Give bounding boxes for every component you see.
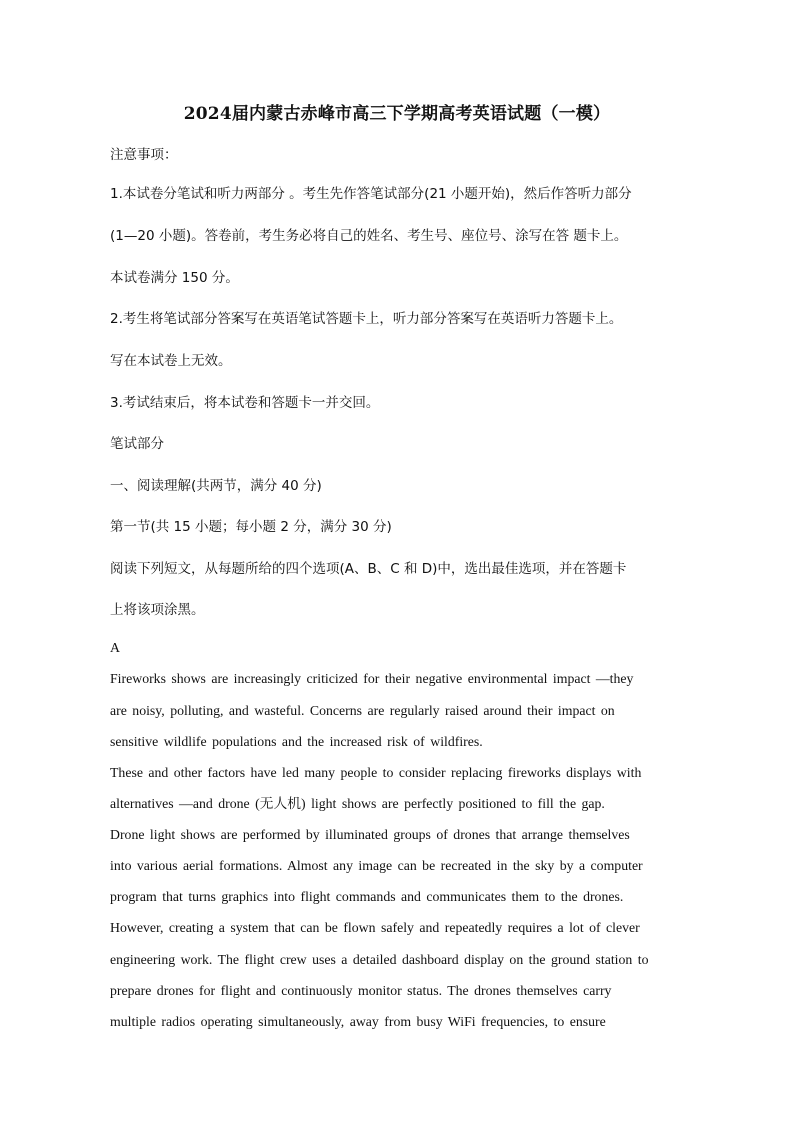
- notice-line: (1—20 小题)。答卷前，考生务必将自己的姓名、考生号、座位号、涂写在答 题卡上。: [110, 228, 628, 244]
- passage-line: multiple radios operating simultaneously, away from busy WiFi frequencies, to ensure: [110, 1014, 606, 1029]
- passage-line: into various aerial formations. Almost any image can be recreated in the sky by a computer: [110, 858, 643, 873]
- passage-line: However, creating a system that can be flown safely and repeatedly requires a lot of clever: [110, 920, 640, 935]
- instruction-line: 上将该项涂黑。: [110, 602, 205, 618]
- passage-line: Drone light shows are performed by illuminated groups of drones that arrange themselves: [110, 827, 630, 842]
- notice-line: 2.考生将笔试部分答案写在英语笔试答题卡上，听力部分答案写在英语听力答题卡上。: [110, 311, 623, 327]
- passage-label: A: [110, 640, 120, 655]
- passage-line: Fireworks shows are increasingly criticized for their negative environmental impact —they: [110, 671, 634, 686]
- part-heading: 一、阅读理解(共两节，满分 40 分): [110, 478, 322, 494]
- passage-line: are noisy, polluting, and wasteful. Concerns are regularly raised around their impact on: [110, 703, 615, 718]
- passage-line: engineering work. The flight crew uses a detailed dashboard display on the ground station to: [110, 952, 649, 967]
- passage-line: prepare drones for flight and continuously monitor status. The drones themselves carry: [110, 983, 612, 998]
- passage-line: sensitive wildlife populations and the increased risk of wildfires.: [110, 734, 483, 749]
- notice-line: 本试卷满分 150 分。: [110, 270, 239, 286]
- page-title: 2024届内蒙古赤峰市高三下学期高考英语试题（一模）: [183, 104, 611, 124]
- notice-line: 3.考试结束后，将本试卷和答题卡一并交回。: [110, 395, 380, 411]
- passage-line: These and other factors have led many people to consider replacing fireworks displays with: [110, 765, 642, 780]
- passage-line: alternatives —and drone (无人机) light shows are perfectly positioned to fill the gap.: [110, 796, 605, 811]
- notice-heading: 注意事项：: [110, 147, 178, 163]
- subsection-heading: 第一节(共 15 小题；每小题 2 分，满分 30 分): [110, 519, 392, 535]
- notice-line: 写在本试卷上无效。: [110, 353, 232, 369]
- instruction-line: 阅读下列短文，从每题所给的四个选项(A、B、C 和 D)中，选出最佳选项，并在答题卡: [110, 561, 627, 577]
- passage-line: program that turns graphics into flight commands and communicates them to the drones.: [110, 889, 624, 904]
- section-heading: 笔试部分: [110, 436, 164, 452]
- notice-line: 1.本试卷分笔试和听力两部分 。考生先作答笔试部分(21 小题开始)，然后作答听力部分: [110, 186, 632, 202]
